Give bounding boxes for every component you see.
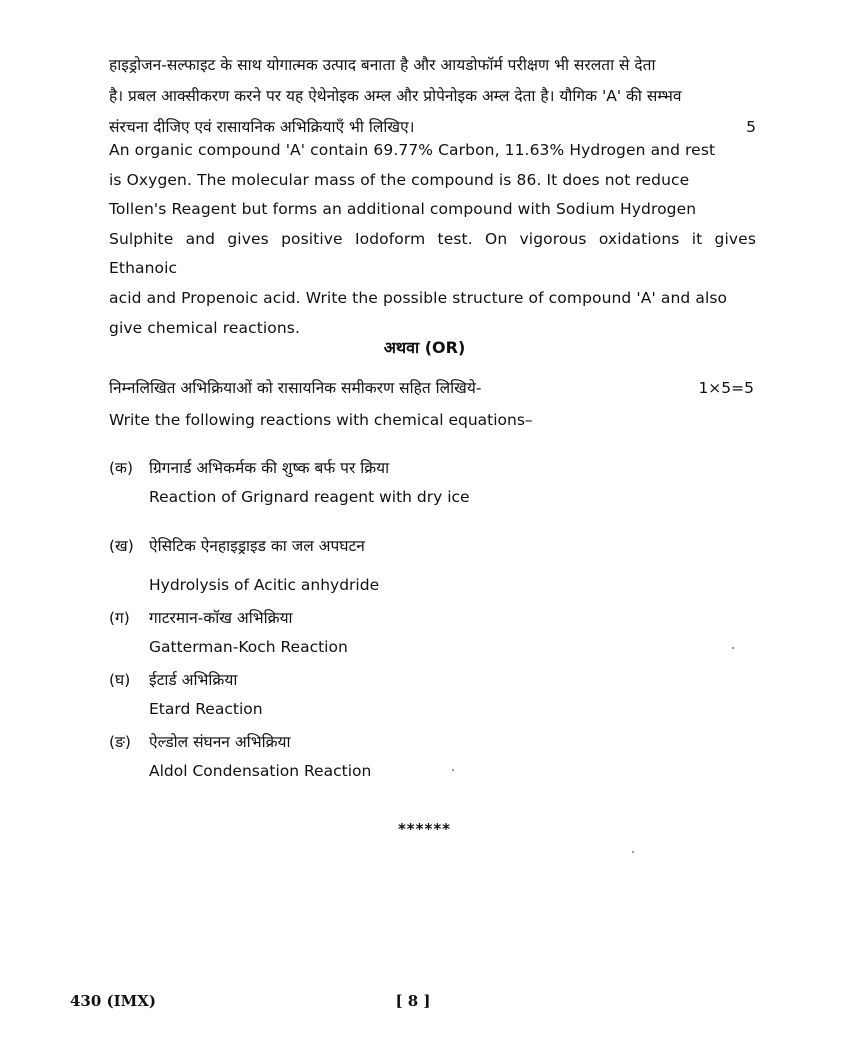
item-english: Hydrolysis of Acitic anhydride [149, 576, 380, 594]
question-english-line-2: is Oxygen. The molecular mass of the compound is 86. It does not reduce [109, 170, 690, 189]
question-english-line-4: Sulphite and gives positive Iodoform test. On vigorous oxidations it gives Ethanoic [109, 229, 756, 278]
question-english-line-1: An organic compound 'A' contain 69.77% Carbon, 11.63% Hydrogen and rest [109, 141, 716, 159]
item-hindi: गाटरमान-कॉख अभिक्रिया [149, 609, 293, 627]
item-english: Gatterman-Koch Reaction [149, 638, 348, 656]
item-label: (घ) [109, 671, 131, 689]
question-english-line-6: give chemical reactions. [109, 318, 301, 337]
scan-speck [452, 769, 454, 771]
question-marks: 5 [746, 118, 756, 136]
question-hindi-line-1: हाइड्रोजन-सल्फाइट के साथ योगात्मक उत्पाद बनाता है और आयडोफॉर्म परीक्षण भी सरलता से देता [109, 56, 656, 74]
item-english: Etard Reaction [149, 700, 263, 718]
question-english-text [109, 136, 756, 343]
question-english-line-3: Tollen's Reagent but forms an additional compound with Sodium Hydrogen [109, 200, 697, 219]
instruction-marks: 1×5=5 [698, 379, 754, 397]
paper-code: 430 (IMX) [70, 992, 156, 1010]
item-hindi: ऐल्डोल संघनन अभिक्रिया [149, 733, 291, 751]
item-label: (क) [109, 459, 133, 477]
question-hindi-text [109, 50, 756, 143]
item-label: (ग) [109, 609, 130, 627]
item-label: (ङ) [109, 733, 131, 751]
end-marker: ****** [397, 820, 452, 838]
item-hindi: ईटार्ड अभिक्रिया [149, 671, 238, 689]
or-heading: अथवा (OR) [383, 338, 466, 357]
item-english: Reaction of Grignard reagent with dry ice [149, 488, 470, 506]
question-english-line-5: acid and Propenoic acid. Write the possible structure of compound 'A' and also [109, 288, 728, 307]
item-english: Aldol Condensation Reaction [149, 762, 372, 780]
scan-speck [732, 647, 734, 649]
item-hindi: ऐसिटिक ऐनहाइड्राइड का जल अपघटन [149, 537, 365, 555]
page-number: [ 8 ] [395, 992, 431, 1010]
instruction-hindi-row [109, 374, 754, 402]
instruction-english: Write the following reactions with chemical equations– [109, 411, 533, 429]
question-hindi-line-2: है। प्रबल आक्सीकरण करने पर यह ऐथेनोइक अम्ल और प्रोपेनोइक अम्ल देता है। यौगिक 'A' की सम्भव [109, 87, 682, 105]
instruction-hindi: निम्नलिखित अभिक्रियाओं को रासायनिक समीकरण सहित लिखिये- [109, 379, 482, 397]
item-label: (ख) [109, 537, 134, 555]
item-hindi: ग्रिगनार्ड अभिकर्मक की शुष्क बर्फ पर क्रिया [149, 459, 390, 477]
scan-speck [632, 851, 634, 853]
question-hindi-line-3: संरचना दीजिए एवं रासायनिक अभिक्रियाएँ भी लिखिए। [109, 118, 415, 136]
